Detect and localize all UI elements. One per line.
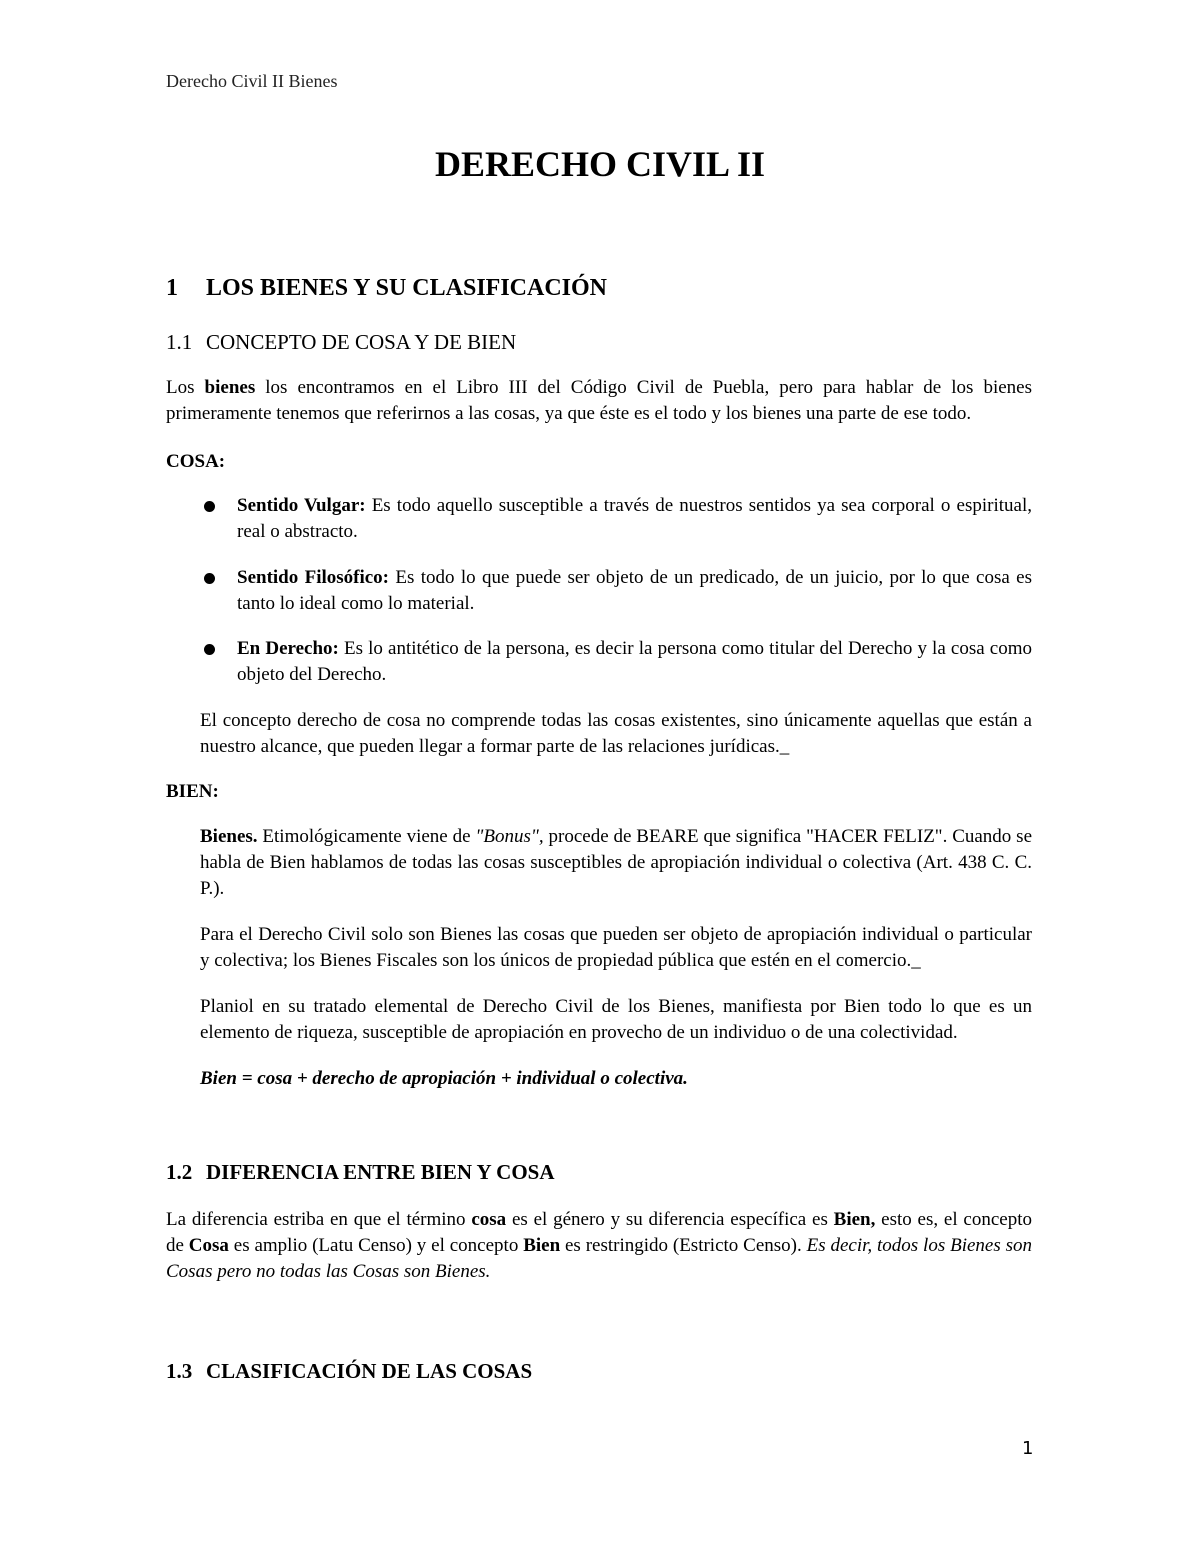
running-header: Derecho Civil II Bienes [166, 71, 338, 91]
section-number: 1 [166, 275, 178, 301]
diff-text: es amplio (Latu Censo) y el concepto [228, 1235, 524, 1256]
bien-label: BIEN: [166, 781, 219, 802]
page-number: 1 [1022, 1438, 1034, 1459]
bienes-text-b: Etimológicamente viene de [257, 826, 476, 847]
document-title: DERECHO CIVIL II [434, 144, 766, 184]
bullet-en-derecho [237, 636, 1032, 688]
intro-paragraph [166, 375, 1032, 427]
bullet-term: Sentido Vulgar: [237, 495, 366, 516]
subsection-heading-1-3 [166, 1357, 532, 1385]
subsection-number: 1.3 [166, 1359, 193, 1383]
diff-bold-bien-cap: Bien [523, 1235, 561, 1256]
bullet-text: Es todo lo que puede ser objeto de un predicado, de un juicio, por lo que cosa es tanto lo ideal como lo material. [237, 567, 1032, 614]
section-title: LOS BIENES Y SU CLASIFICACIÓN [206, 275, 607, 301]
diff-text: es el género y su diferencia específica es [506, 1209, 834, 1230]
bullet-dot-icon [204, 501, 215, 512]
bien-formula: Bien = cosa + derecho de apropiación + individual o colectiva. [200, 1068, 688, 1089]
bullet-term: En Derecho: [237, 638, 339, 659]
subsection-title: CLASIFICACIÓN DE LAS COSAS [206, 1359, 533, 1383]
bullet-term: Sentido Filosófico: [237, 567, 390, 588]
subsection-number: 1.2 [166, 1160, 193, 1184]
planiol-paragraph: Planiol en su tratado elemental de Derecho Civil de los Bienes, manifiesta por Bien todo lo que es un elemento de riqueza, susceptible de apropiación en provecho de un individuo o de una colectividad. [200, 996, 1032, 1043]
cosa-label: COSA: [166, 451, 226, 472]
diff-text: es restringido (Estricto Censo). [560, 1235, 807, 1256]
subsection-heading-1-2 [166, 1158, 555, 1186]
subsection-title: CONCEPTO DE COSA Y DE BIEN [206, 330, 517, 354]
diff-bold-cosa: cosa [471, 1209, 507, 1230]
bullet-dot-icon [204, 573, 215, 584]
bullet-text: Es todo aquello susceptible a través de nuestros sentidos ya sea corporal o espiritual, real o abstracto. [237, 495, 1032, 542]
intro-text-a: Los [166, 377, 205, 398]
bullet-dot-icon [204, 644, 215, 655]
diferencia-paragraph [166, 1207, 1032, 1285]
bienes-text-d: procede de BEARE que significa "HACER FELIZ". Cuando se habla de Bien hablamos de todas las cosas susceptibles de apropiación individual o colectiva (Art. 438 C. C. P.). [200, 826, 1032, 899]
bullet-sentido-filosofico [237, 565, 1032, 617]
concepto-paragraph: El concepto derecho de cosa no comprende todas las cosas existentes, sino únicamente aquellas que están a nuestro alcance, que pueden llegar a formar parte de las relaciones jurídicas._ [200, 710, 1032, 757]
diff-text: La diferencia estriba en que el término [166, 1209, 472, 1230]
bonus-italic: "Bonus", [475, 826, 544, 847]
section-heading-1 [166, 273, 607, 303]
subsection-title: DIFERENCIA ENTRE BIEN Y COSA [206, 1160, 555, 1184]
subsection-number: 1.1 [166, 330, 193, 354]
diff-italic-conclusion: Es decir, todos los Bienes son Cosas pero no todas las Cosas son Bienes. [166, 1235, 1032, 1282]
bienes-term: Bienes. [200, 826, 258, 847]
bullet-text: Es lo antitético de la persona, es decir la persona como titular del Derecho y la cosa como objeto del Derecho. [237, 638, 1032, 685]
intro-bold-bienes: bienes [204, 377, 256, 398]
derecho-civil-paragraph: Para el Derecho Civil solo son Bienes las cosas que pueden ser objeto de apropiación individual o particular y colectiva; los Bienes Fiscales son los únicos de propiedad pública que estén en el comercio._ [200, 924, 1032, 971]
diff-bold-cosa-cap: Cosa [188, 1235, 229, 1256]
diff-bold-bien: Bien, [833, 1209, 876, 1230]
bienes-paragraph [200, 824, 1032, 902]
intro-text-c: los encontramos en el Libro III del Código Civil de Puebla, pero para hablar de los bienes primeramente tenemos que referirnos a las cosas, ya que éste es el todo y los bienes una parte de ese todo. [166, 377, 1033, 424]
subsection-heading-1-1 [166, 328, 516, 356]
diff-text: esto es, el concepto de [166, 1209, 1032, 1256]
bullet-sentido-vulgar [237, 493, 1032, 545]
